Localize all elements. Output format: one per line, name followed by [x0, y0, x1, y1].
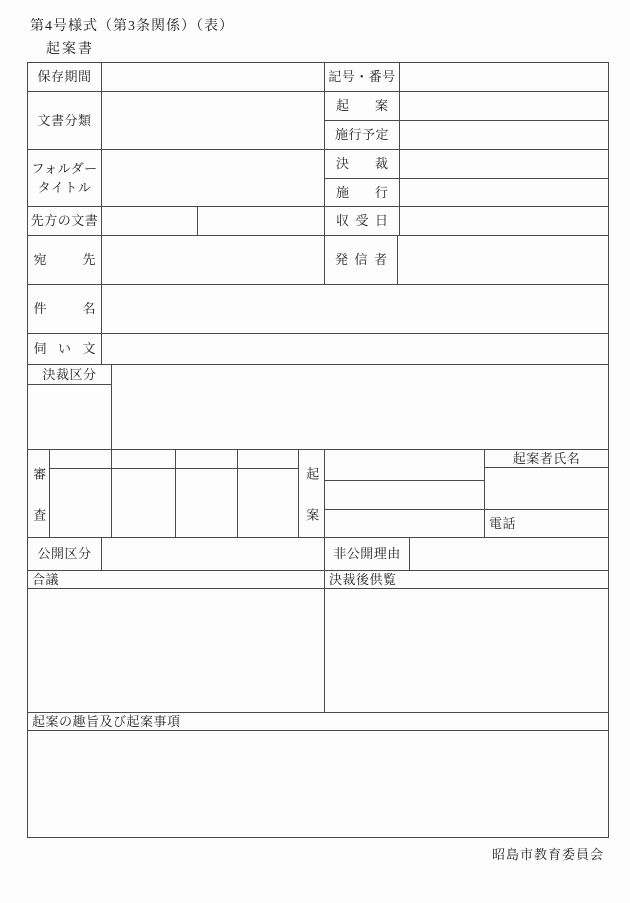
enforcement-date-label: 施行: [325, 179, 400, 207]
consultation-label: 合議: [27, 571, 325, 589]
planned-enforcement-label: 施行予定: [325, 121, 400, 150]
review-label: 審査: [27, 450, 50, 538]
approval-date-label: 決裁: [325, 150, 400, 179]
addressee-value-cell: [102, 236, 325, 285]
approval-category-value-cell: [27, 385, 112, 450]
planned-enforcement-value-cell: [400, 121, 609, 150]
draft-purpose-label: 起案の趣旨及び起案事項: [27, 713, 609, 731]
retention-period-label: 保存期間: [27, 62, 102, 92]
form-number-heading: 第4号様式（第3条関係）（表）: [30, 19, 234, 34]
draft-left-row2-cell: [325, 481, 485, 510]
approval-category-label: 決裁区分: [27, 365, 112, 385]
footer-organization: 昭島市教育委員会: [491, 847, 604, 862]
drafter-name-label: 起案者氏名: [485, 450, 609, 468]
symbol-number-label: 記号・番号: [325, 62, 400, 92]
review-col2-header-cell: [112, 450, 176, 469]
counterpart-document-value-cell-2: [198, 207, 325, 236]
draft-date-value-cell: [400, 92, 609, 121]
post-approval-circulation-area-cell: [325, 589, 609, 713]
review-col4-header-cell: [238, 450, 299, 469]
draft-left-row3-cell: [325, 510, 485, 538]
counterpart-document-value-cell-1: [102, 207, 198, 236]
receipt-date-label: 収受日: [325, 207, 400, 236]
inquiry-text-value-cell: [102, 334, 609, 365]
approval-category-area-cell: [112, 365, 609, 450]
consultation-area-cell: [27, 589, 325, 713]
draft-purpose-area-cell: [27, 731, 609, 838]
inquiry-text-label: 伺い文: [27, 334, 102, 365]
sender-label: 発信者: [325, 236, 398, 285]
enforcement-date-value-cell: [400, 179, 609, 207]
subject-label: 件名: [27, 285, 102, 334]
drafter-name-value-cell: [485, 468, 609, 510]
review-col3-stamp-cell: [176, 469, 238, 538]
disclosure-category-value-cell: [102, 538, 325, 571]
phone-label: 電話: [485, 510, 609, 538]
review-col1-header-cell: [50, 450, 112, 469]
review-col2-stamp-cell: [112, 469, 176, 538]
review-col3-header-cell: [176, 450, 238, 469]
document-classification-label: 文書分類: [27, 92, 102, 150]
counterpart-document-label: 先方の文書: [27, 207, 102, 236]
receipt-date-value-cell: [400, 207, 609, 236]
review-col1-stamp-cell: [50, 469, 112, 538]
approval-date-value-cell: [400, 150, 609, 179]
draft-left-row1-cell: [325, 450, 485, 481]
nondisclosure-reason-label: 非公開理由: [325, 538, 410, 571]
retention-period-value-cell: [102, 62, 325, 92]
review-col4-stamp-cell: [238, 469, 299, 538]
draft-date-label: 起案: [325, 92, 400, 121]
document-classification-value-cell: [102, 92, 325, 150]
folder-title-value-cell: [102, 150, 325, 207]
form-title: 起案書: [46, 42, 94, 57]
post-approval-circulation-label: 決裁後供覧: [325, 571, 609, 589]
symbol-number-value-cell: [400, 62, 609, 92]
folder-title-label: フォルダー タイトル: [27, 150, 102, 207]
subject-value-cell: [102, 285, 609, 334]
addressee-label: 宛先: [27, 236, 102, 285]
nondisclosure-reason-value-cell: [410, 538, 609, 571]
sender-value-cell: [398, 236, 609, 285]
disclosure-category-label: 公開区分: [27, 538, 102, 571]
draft-section-label: 起案: [299, 450, 325, 538]
